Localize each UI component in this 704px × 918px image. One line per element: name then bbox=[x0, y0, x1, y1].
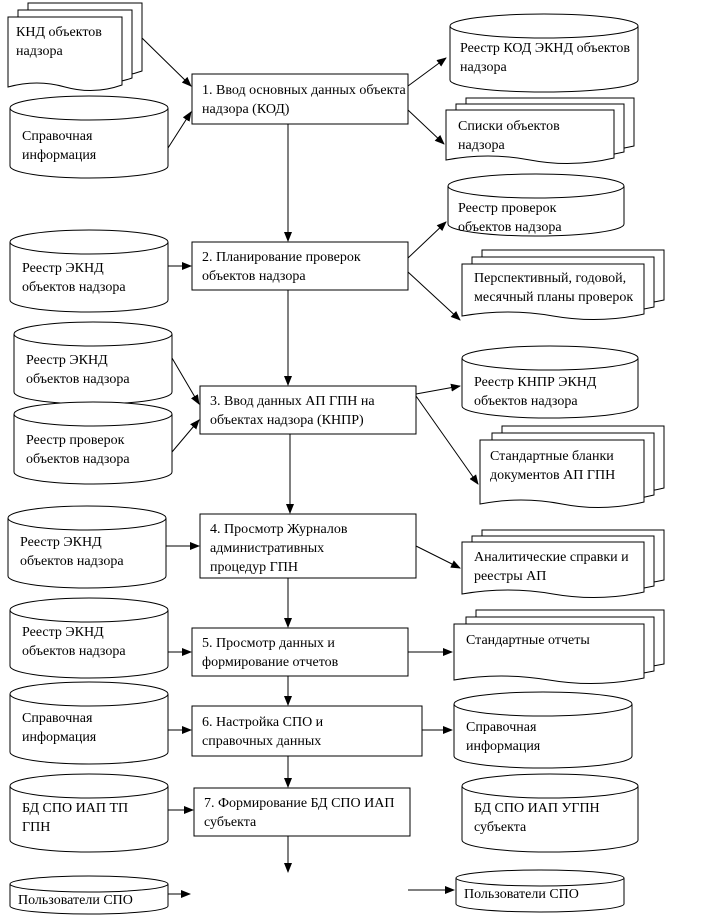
output-standard-forms bbox=[480, 426, 664, 508]
input-registry-checks bbox=[14, 402, 172, 484]
arrow-eknd2-to-p3 bbox=[172, 358, 199, 404]
text-line: справочных данных bbox=[202, 734, 322, 749]
text-line: объектов надзора bbox=[20, 554, 124, 569]
input-registry-eknd-2 bbox=[14, 322, 172, 404]
text-line: информация bbox=[22, 730, 97, 745]
input-db-spo-iap-tp bbox=[10, 774, 168, 852]
output-standard-reports bbox=[454, 610, 664, 684]
process-2-box bbox=[192, 242, 408, 290]
text-line: надзора bbox=[16, 44, 63, 59]
output-lists-objects bbox=[446, 98, 634, 164]
arrows bbox=[142, 38, 478, 894]
text-line: субъекта bbox=[474, 820, 527, 835]
input-users-spo bbox=[10, 876, 168, 914]
input-registry-checks-label: Реестр проверок объектов надзора bbox=[26, 433, 130, 467]
output-registry-knpr-label: Реестр КНПР ЭКНД объектов надзора bbox=[474, 375, 597, 409]
output-reference-info-label: Справочная информация bbox=[466, 720, 541, 754]
process-1-box bbox=[192, 74, 409, 124]
process-7-label: 7. Формирование БД СПО ИАП субъекта bbox=[204, 796, 395, 830]
input-reference-info-2-label: Справочная информация bbox=[22, 711, 97, 745]
input-knd-objects-label: КНД объектов надзора bbox=[16, 25, 102, 59]
output-db-spo-iap-ugpn bbox=[462, 774, 638, 852]
output-standard-forms-label: Стандартные бланки документов АП ГПН bbox=[490, 449, 616, 483]
output-db-spo-iap-ugpn-label: БД СПО ИАП УГПН субъекта bbox=[474, 801, 600, 835]
output-users-spo bbox=[456, 870, 624, 912]
text-line: объектов надзора bbox=[202, 269, 306, 284]
output-standard-reports-label: Стандартные отчеты bbox=[466, 633, 590, 648]
output-analytics-label: Аналитические справки и реестры АП bbox=[474, 550, 629, 584]
text-line: месячный планы проверок bbox=[474, 290, 634, 305]
input-knd-objects bbox=[8, 3, 142, 91]
input-registry-eknd-1-label: Реестр ЭКНД объектов надзора bbox=[22, 261, 126, 295]
output-registry-kod-label: Реестр КОД ЭКНД объектов надзора bbox=[460, 41, 630, 75]
arrow-p1-to-lists bbox=[408, 110, 444, 144]
output-registry-kod bbox=[450, 14, 638, 92]
process-4-box bbox=[200, 514, 416, 578]
text-line: объектов надзора bbox=[474, 394, 578, 409]
process-3-label: 3. Ввод данных АП ГПН на объектах надзора (КНПР) bbox=[210, 394, 375, 428]
text-line: надзора bbox=[460, 60, 507, 75]
text-line: объектов надзора bbox=[458, 220, 562, 235]
input-db-spo-iap-tp-label: БД СПО ИАП ТП ГПН bbox=[22, 801, 129, 835]
process-5-box bbox=[192, 628, 408, 676]
input-users-spo-label: Пользователи СПО bbox=[18, 893, 133, 908]
text-line: объектов надзора bbox=[26, 372, 130, 387]
input-registry-eknd-4-label: Реестр ЭКНД объектов надзора bbox=[22, 625, 126, 659]
input-reference-info-1-label: Справочная информация bbox=[22, 129, 97, 163]
output-lists-objects-label: Списки объектов надзора bbox=[458, 119, 560, 153]
output-registry-checks-label: Реестр проверок объектов надзора bbox=[458, 201, 562, 235]
text-line: формирование отчетов bbox=[202, 655, 339, 670]
output-analytics bbox=[462, 530, 664, 598]
process-4-label: 4. Просмотр Журналов административных процедур ГПН bbox=[210, 522, 348, 575]
arrow-p3-to-registry-knpr bbox=[416, 386, 460, 394]
process-6-box bbox=[192, 706, 422, 756]
process-2-label: 2. Планирование проверок объектов надзора bbox=[202, 250, 361, 284]
output-reference-info bbox=[454, 692, 632, 768]
output-users-spo-label: Пользователи СПО bbox=[464, 887, 579, 902]
input-reference-info-2 bbox=[10, 682, 168, 764]
arrow-checks-to-p3 bbox=[172, 420, 199, 452]
process-3-box bbox=[200, 386, 416, 434]
text-line: реестры АП bbox=[474, 569, 547, 584]
text-line: информация bbox=[466, 739, 541, 754]
output-registry-checks bbox=[448, 174, 624, 236]
input-registry-eknd-1 bbox=[10, 230, 168, 312]
process-1-label: 1. Ввод основных данных объекта надзора (КОД) bbox=[202, 83, 406, 117]
output-plans bbox=[462, 250, 664, 320]
input-registry-eknd-2-label: Реестр ЭКНД объектов надзора bbox=[26, 353, 130, 387]
process-5-label: 5. Просмотр данных и формирование отчетов bbox=[202, 636, 339, 670]
text-line: ГПН bbox=[22, 820, 51, 835]
input-registry-eknd-3 bbox=[8, 506, 166, 588]
arrow-knd-to-p1 bbox=[142, 38, 191, 86]
input-registry-eknd-3-label: Реестр ЭКНД объектов надзора bbox=[20, 535, 124, 569]
output-plans-label: Перспективный, годовой, месячный планы проверок bbox=[474, 271, 634, 305]
input-registry-eknd-4 bbox=[10, 598, 168, 678]
arrow-p1-to-registry-kod bbox=[408, 58, 446, 86]
arrow-p2-to-plans bbox=[408, 272, 460, 320]
text-line: административных bbox=[210, 541, 325, 556]
process-6-label: 6. Настройка СПО и справочных данных bbox=[202, 715, 324, 749]
text-line: объектах надзора (КНПР) bbox=[210, 413, 364, 428]
text-line: процедур ГПН bbox=[210, 560, 298, 575]
output-registry-knpr bbox=[462, 346, 638, 418]
text-line: надзора bbox=[458, 138, 505, 153]
input-reference-info-1 bbox=[10, 96, 168, 178]
arrow-p4-to-analytics bbox=[416, 546, 460, 568]
text-line: объектов надзора bbox=[22, 280, 126, 295]
text-line: объектов надзора bbox=[26, 452, 130, 467]
text-line: объектов надзора bbox=[22, 644, 126, 659]
arrow-p2-to-registry-checks bbox=[408, 222, 446, 258]
text-line: документов АП ГПН bbox=[490, 468, 616, 483]
text-line: информация bbox=[22, 148, 97, 163]
text-line: субъекта bbox=[204, 815, 257, 830]
process-7-box bbox=[194, 788, 410, 836]
text-line: надзора (КОД) bbox=[202, 102, 290, 117]
arrow-ref-to-p1 bbox=[168, 112, 191, 148]
